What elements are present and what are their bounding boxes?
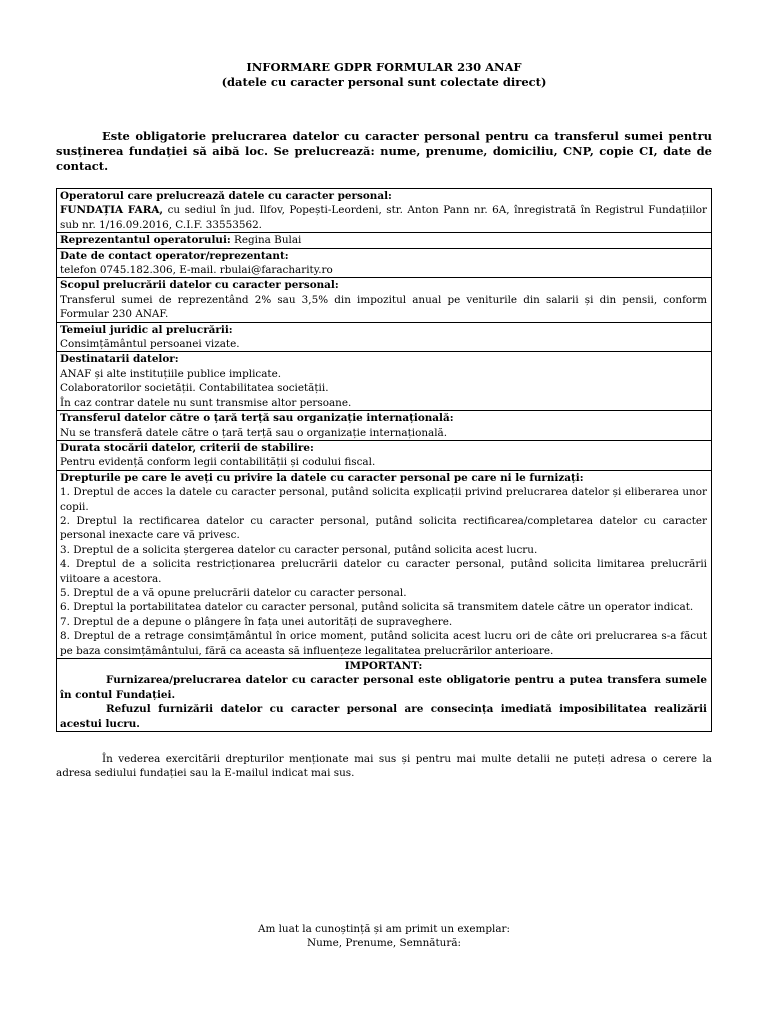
contact-label: Date de contact operator/reprezentant: xyxy=(60,249,289,262)
right-item: 1. Dreptul de acces la datele cu caracter personal, putând solicita explicații privind prelucrarea datelor și eliberarea unor copii. xyxy=(60,486,707,513)
contact-value: telefon 0745.182.306, E-mail. rbulai@faracharity.ro xyxy=(60,264,333,277)
right-item: 8. Dreptul de a retrage consimțământul în orice moment, putând solicita acest lucru ori de câte ori prelucrarea s-a făcut pe baza consimțământului, fără ca aceasta să influențeze legalitatea prelucrărilor anterioare. xyxy=(60,630,707,657)
row-rights xyxy=(57,470,712,658)
row-purpose xyxy=(57,278,712,322)
recipients-label: Destinatarii datelor: xyxy=(60,353,179,366)
signature-block xyxy=(56,922,712,950)
signature-label: Nume, Prenume, Semnătură: xyxy=(306,937,462,949)
purpose-label: Scopul prelucrării datelor cu caracter personal: xyxy=(60,279,339,292)
right-item: 4. Dreptul de a solicita restricționarea prelucrării datelor cu caracter personal, putând solicita limitarea prelucrării viitoare a acestora. xyxy=(60,558,707,585)
intro-paragraph: Este obligatorie prelucrarea datelor cu caracter personal pentru ca transferul sumei pentru susținerea fundației să aibă loc. Se prelucrează: nume, prenume, domiciliu, CNP, copie CI, date de contact. xyxy=(56,129,712,173)
outro-paragraph: În vederea exercitării drepturilor menționate mai sus și pentru mai multe detalii ne puteți adresa o cerere la adresa sediului fundației sau la E-mailul indicat mai sus. xyxy=(56,753,712,780)
rights-label: Drepturile pe care le aveți cu privire la datele cu caracter personal pe care ni le furnizați: xyxy=(60,471,584,484)
row-representative xyxy=(57,233,712,248)
row-legal-basis xyxy=(57,322,712,352)
operator-label: Operatorul care prelucrează datele cu caracter personal: xyxy=(60,190,392,202)
legal-basis-value: Consimțământul persoanei vizate. xyxy=(60,338,240,351)
right-item: 2. Dreptul la rectificarea datelor cu caracter personal, putând solicita rectificarea/completarea datelor cu caracter personal inexacte care vă privesc. xyxy=(60,514,707,542)
row-recipients xyxy=(57,352,712,411)
title-main: INFORMARE GDPR FORMULAR 230 ANAF xyxy=(246,60,522,74)
transfer-label: Transferul datelor către o țară terță sau organizație internațională: xyxy=(60,412,454,425)
operator-details: cu sediul în jud. Ilfov, Popești-Leordeni, str. Anton Pann nr. 6A, înregistrată în Registrul Fundațiilor sub nr. 1/16.09.2016, C.I.F. 33553562. xyxy=(60,204,708,231)
representative-value: Regina Bulai xyxy=(234,234,302,247)
important-paragraph-2: Refuzul furnizării datelor cu caracter personal are consecința imediată imposibilitatea realizării acestui lucru. xyxy=(60,703,707,730)
recipient-line: ANAF și alte instituțiile publice implicate. xyxy=(60,367,282,380)
recipient-line: Colaboratorilor societății. Contabilitatea societății. xyxy=(60,382,329,395)
representative-label: Reprezentantul operatorului: xyxy=(60,234,231,247)
transfer-value: Nu se transferă datele către o țară terță sau o organizație internațională. xyxy=(60,426,448,439)
row-important xyxy=(57,659,712,732)
right-item: 3. Dreptul de a solicita ștergerea datelor cu caracter personal, putând solicita acest lucru. xyxy=(60,543,538,556)
gdpr-info-table xyxy=(56,188,712,732)
right-item: 5. Dreptul de a vă opune prelucrării datelor cu caracter personal. xyxy=(60,586,407,599)
row-transfer xyxy=(57,411,712,441)
row-operator xyxy=(57,189,712,233)
recipient-line: În caz contrar datele nu sunt transmise altor persoane. xyxy=(60,396,352,409)
storage-value: Pentru evidență conform legii contabilității și codului fiscal. xyxy=(60,456,376,469)
acknowledgement-text: Am luat la cunoștință și am primit un exemplar: xyxy=(257,923,511,935)
document-page xyxy=(56,0,712,1024)
row-storage xyxy=(57,440,712,470)
legal-basis-label: Temeiul juridic al prelucrării: xyxy=(60,323,233,336)
storage-label: Durata stocării datelor, criterii de stabilire: xyxy=(60,441,314,454)
title-subtitle: (datele cu caracter personal sunt colectate direct) xyxy=(221,75,547,89)
purpose-value: Transferul sumei de reprezentând 2% sau 3,5% din impozitul anual pe veniturile din salarii și din pensii, conform Formular 230 ANAF. xyxy=(60,293,707,321)
important-title: IMPORTANT: xyxy=(344,660,423,672)
document-title xyxy=(56,60,712,90)
right-item: 7. Dreptul de a depune o plângere în fața unei autorități de supraveghere. xyxy=(60,615,453,628)
important-paragraph-1: Furnizarea/prelucrarea datelor cu caracter personal este obligatorie pentru a putea transfera sumele în contul Fundației. xyxy=(60,674,707,701)
row-contact xyxy=(57,248,712,278)
operator-name: FUNDAȚIA FARA, xyxy=(60,204,164,217)
right-item: 6. Dreptul la portabilitatea datelor cu caracter personal, putând solicita să transmitem datele către un operator indicat. xyxy=(60,601,694,614)
